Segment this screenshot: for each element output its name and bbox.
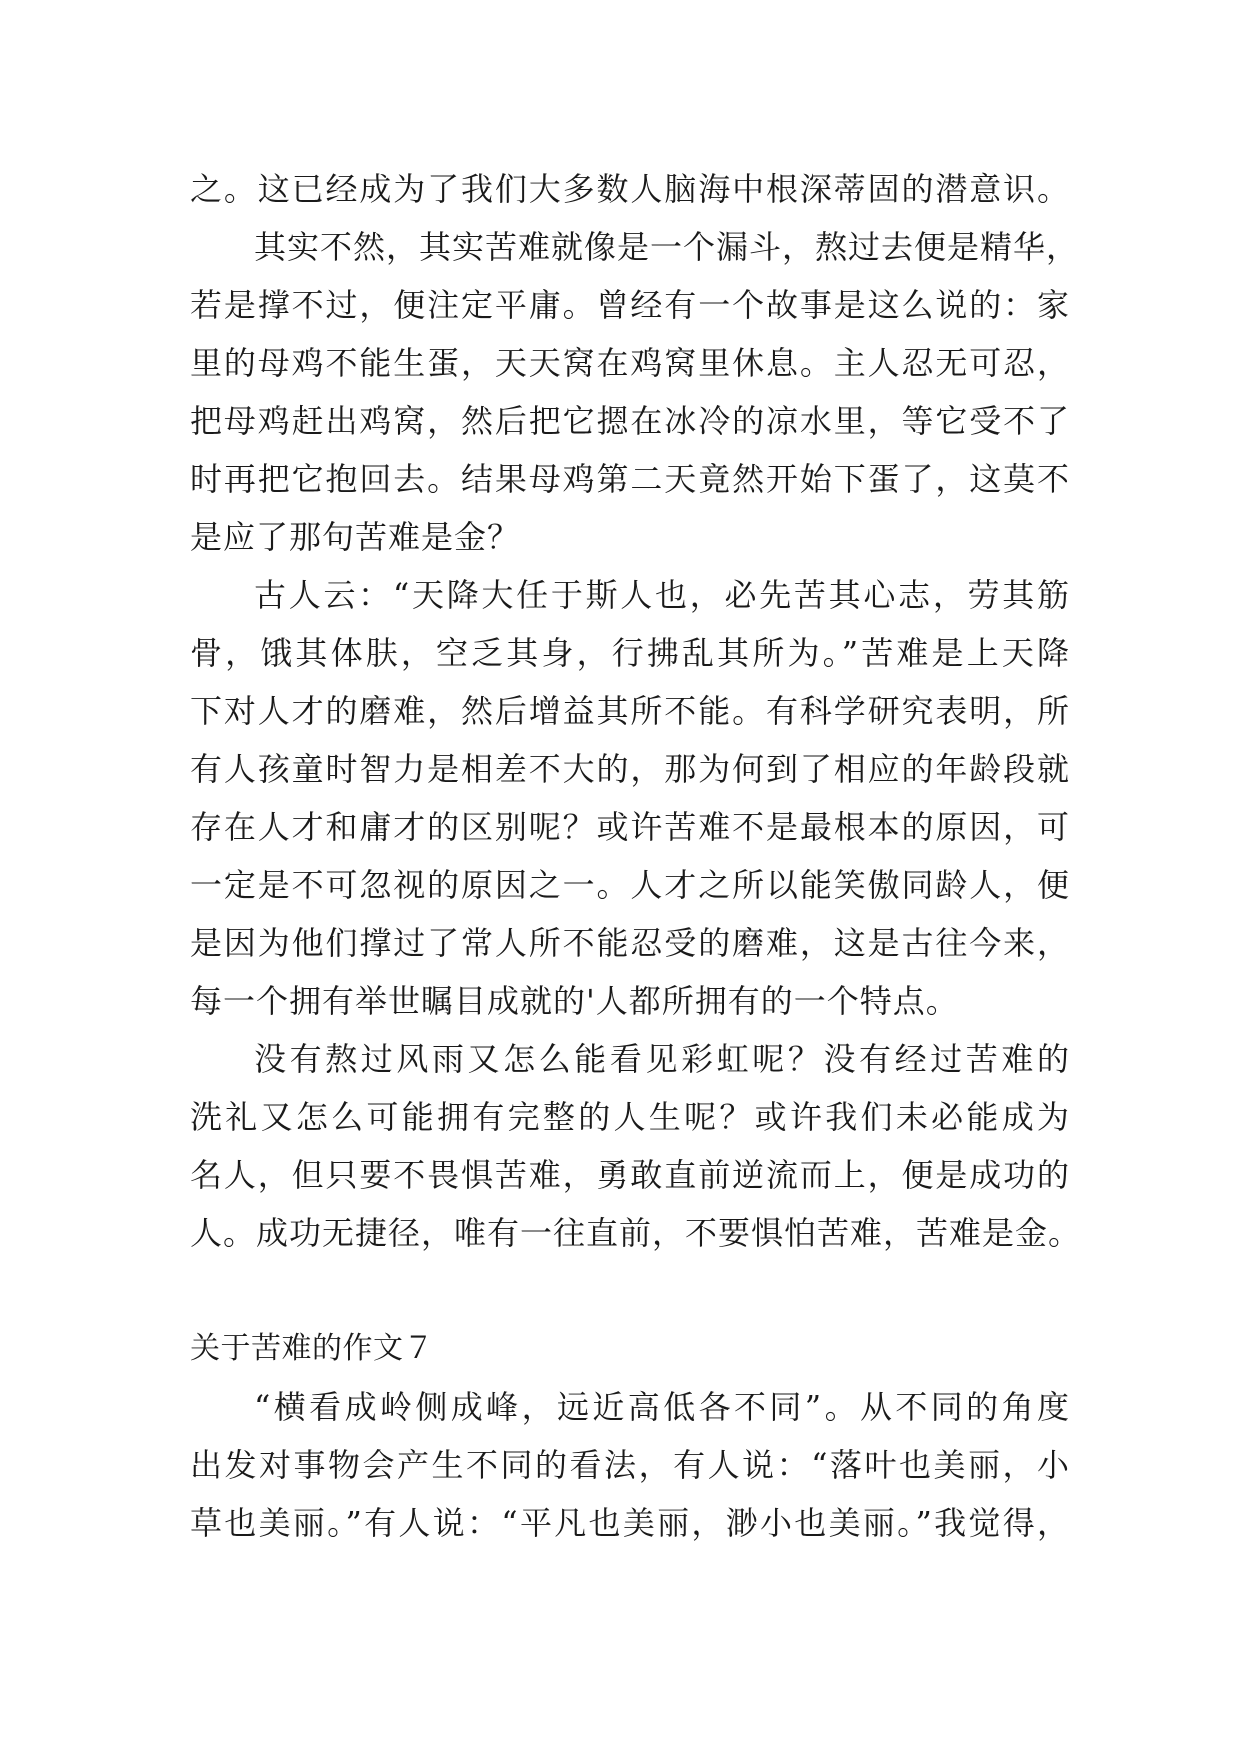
paragraph-spacer [190, 1262, 1070, 1320]
text-line: 古人云：“天降大任于斯人也，必先苦其心志，劳其筋 [254, 576, 1070, 614]
text-line: “横看成岭侧成峰，远近高低各不同”。从不同的角度 [254, 1388, 1070, 1426]
text-line: 草也美丽。”有人说：“平凡也美丽，渺小也美丽。”我觉得， [190, 1504, 1070, 1542]
text-line: 时再把它抱回去。结果母鸡第二天竟然开始下蛋了，这莫不 [190, 460, 1070, 498]
text-line: 其实不然，其实苦难就像是一个漏斗，熬过去便是精华， [254, 228, 1080, 266]
text-line: 存在人才和庸才的区别呢？或许苦难不是最根本的原因，可 [190, 808, 1070, 846]
text-line: 是因为他们撑过了常人所不能忍受的磨难，这是古往今来， [190, 924, 1070, 962]
text-line: 若是撑不过，便注定平庸。曾经有一个故事是这么说的：家 [190, 286, 1070, 324]
section-heading: 关于苦难的作文７ [190, 1331, 434, 1366]
text-line: 骨，饿其体肤，空乏其身，行拂乱其所为。”苦难是上天降 [190, 634, 1070, 672]
paragraph-4 [190, 1030, 1082, 1262]
text-line: 一定是不可忽视的原因之一。人才之所以能笑傲同龄人，便 [190, 866, 1070, 904]
text-line: 里的母鸡不能生蛋，天天窝在鸡窝里休息。主人忍无可忍， [190, 344, 1070, 382]
text-line: 每一个拥有举世瞩目成就的'人都所拥有的一个特点。 [190, 982, 959, 1020]
text-line: 名人，但只要不畏惧苦难，勇敢直前逆流而上，便是成功的 [190, 1156, 1070, 1194]
text-line: 洗礼又怎么可能拥有完整的人生呢？或许我们未必能成为 [190, 1098, 1070, 1136]
text-line: 没有熬过风雨又怎么能看见彩虹呢？没有经过苦难的 [254, 1040, 1070, 1078]
text-line: 出发对事物会产生不同的看法，有人说：“落叶也美丽，小 [190, 1446, 1070, 1484]
paragraph-3 [190, 566, 1070, 1030]
paragraph-5 [190, 1378, 1070, 1552]
text-line: 有人孩童时智力是相差不大的，那为何到了相应的年龄段就 [190, 750, 1070, 788]
text-line: 下对人才的磨难，然后增益其所不能。有科学研究表明，所 [190, 692, 1070, 730]
text-line: 人。成功无捷径，唯有一往直前，不要惧怕苦难，苦难是金。 [190, 1214, 1082, 1252]
text-line: 把母鸡赶出鸡窝，然后把它摁在冰冷的凉水里，等它受不了 [190, 402, 1070, 440]
text-line: 之。这已经成为了我们大多数人脑海中根深蒂固的潜意识。 [190, 170, 1070, 208]
text-line: 是应了那句苦难是金？ [190, 518, 521, 556]
paragraph-1 [190, 160, 1070, 218]
essay-body [190, 160, 1082, 1552]
paragraph-2 [190, 218, 1080, 566]
